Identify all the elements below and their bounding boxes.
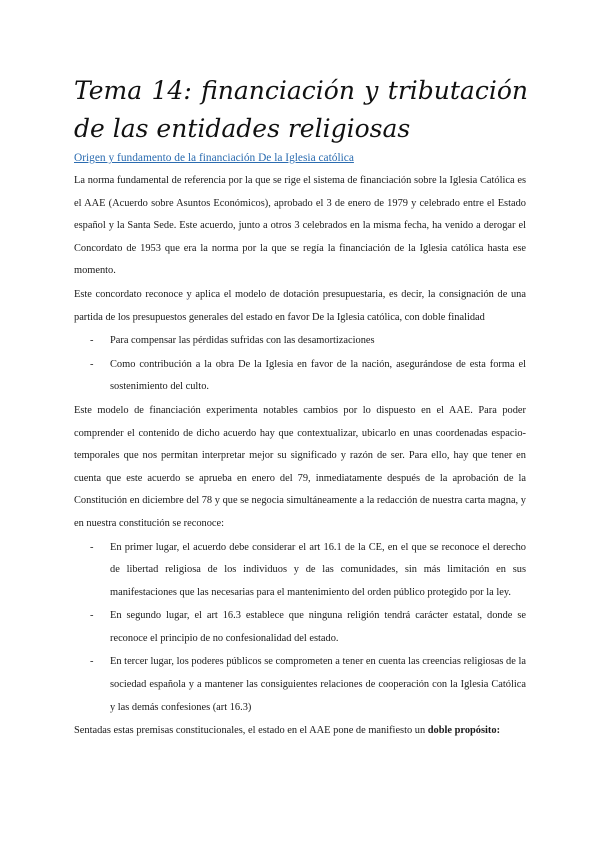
- paragraph-2: Este concordato reconoce y aplica el modelo de dotación presupuestaria, es decir, la consignación de una partida de los presupuestos generales del estado en favor De la Iglesia católica, con doble finalidad: [74, 288, 526, 323]
- purpose-list: [74, 330, 526, 399]
- list-item: [74, 537, 526, 605]
- list-item: [74, 354, 526, 399]
- paragraph-4: [74, 720, 526, 743]
- paragraph-1: La norma fundamental de referencia por la que se rige el sistema de financiación sobre la Iglesia Católica es el AAE (Acuerdo sobre Asuntos Económicos), aprobado el 3 de enero de 1979 y celebrado entre el Estado español y la Santa Sede. Este acuerdo, junto a otros 3 celebrados en la misma fecha, ha venido a derogar el Concordato de 1953 que era la norma por la que se regía la financiación de la Iglesia católica hasta ese momento.: [74, 175, 526, 277]
- list-item: [74, 605, 526, 650]
- list-item-text: En tercer lugar, los poderes públicos se comprometen a tener en cuenta las creencias religiosas de la sociedad española y a mantener las consiguientes relaciones de cooperación con la Iglesia Católica y las demás confesiones (art 16.3): [110, 656, 526, 713]
- list-item: [74, 651, 526, 719]
- document-body: [74, 170, 526, 744]
- list-item: [74, 330, 526, 353]
- dash-bullet: -: [90, 541, 94, 553]
- page-title: Tema 14: financiación y tributación de las entidades religiosas: [74, 76, 528, 143]
- list-item-text: En segundo lugar, el art 16.3 establece que ninguna religión tendrá carácter estatal, donde se reconoce el principio de no confesionalidad del estado.: [110, 610, 526, 644]
- list-item-text: Como contribución a la obra De la Iglesia en favor de la nación, asegurándose de esta forma el sostenimiento del culto.: [110, 358, 526, 393]
- list-item-text: En primer lugar, el acuerdo debe considerar el art 16.1 de la CE, en el que se reconoce el derecho de libertad religiosa de los individuos y de las comunidades, sin más limitación en sus manifestaciones que las necesarias para el mantenimiento del orden público protegido por la ley.: [110, 541, 526, 598]
- paragraph-4-text: Sentadas estas premisas constitucionales, el estado en el AAE pone de manifiesto un: [74, 725, 428, 737]
- dash-bullet: -: [90, 656, 94, 668]
- list-item-text: Para compensar las pérdidas sufridas con las desamortizaciones: [110, 335, 375, 347]
- dash-bullet: -: [90, 610, 94, 622]
- dash-bullet: -: [90, 358, 94, 370]
- paragraph-3: Este modelo de financiación experimenta notables cambios por lo dispuesto en el AAE. Para poder comprender el contenido de dicho acuerdo hay que contextualizar, ubicarlo en unas coordenadas espacio-temporales que nos permitan interpretar mejor su significado y razón de ser. Para ello, hay que tener en cuenta que este acuerdo se aprueba en enero del 79, inmediatamente después de la aprobación de la Constitución en diciembre del 78 y que se negocia simultáneamente a la redacción de nuestra carta magna, y en nuestra constitución se reconoce:: [74, 404, 526, 529]
- section-heading[interactable]: Origen y fundamento de la financiación De la Iglesia católica: [74, 152, 354, 164]
- constitution-list: [74, 537, 526, 720]
- bold-phrase: doble propósito:: [427, 725, 501, 737]
- dash-bullet: -: [90, 335, 94, 347]
